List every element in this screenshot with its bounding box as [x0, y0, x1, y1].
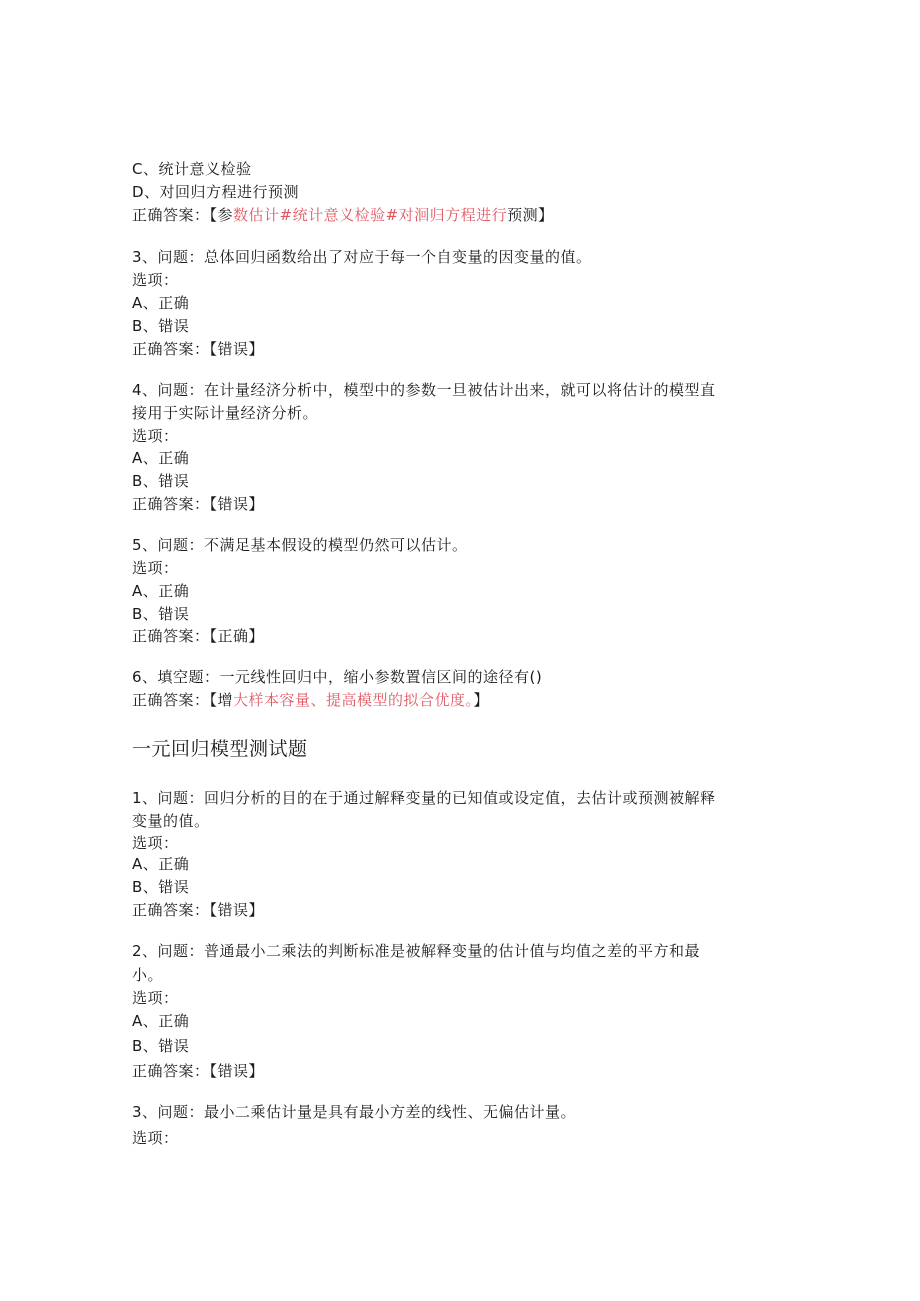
p2-q2-option-a: A、正确 — [132, 1012, 190, 1030]
answer-open: 【参 — [209, 206, 234, 224]
q4-answer: 正确答案：【错误】 — [132, 495, 265, 513]
p2-q3-options-label: 选项： — [132, 1129, 179, 1147]
p2-q1-question-line1: 1、问题：回归分析的目的在于通过解释变量的已知值或设定值，去估计或预测被解释 — [132, 789, 716, 807]
q4-question-line2: 接用于实际计量经济分析。 — [132, 404, 319, 422]
answer-highlight: 大样本容量、提高模型的拟合优度。 — [233, 691, 474, 709]
q5-option-a: A、正确 — [132, 582, 190, 600]
q6-question: 6、填空题：一元线性回归中，缩小参数置信区间的途径有() — [132, 668, 543, 686]
q2-option-c: C、统计意义检验 — [132, 160, 252, 178]
section-title: 一元回归模型测试题 — [132, 738, 308, 760]
p2-q1-question-line2: 变量的值。 — [132, 812, 210, 830]
answer-label: 正确答案： — [132, 206, 210, 224]
q2-option-d: D、对回归方程进行预测 — [132, 183, 300, 201]
q5-options-label: 选项： — [132, 559, 179, 577]
answer-open: 【增 — [209, 691, 234, 709]
q3-options-label: 选项： — [132, 271, 179, 289]
q4-question-line1: 4、问题：在计量经济分析中，模型中的参数一旦被估计出来，就可以将估计的模型直 — [132, 381, 716, 399]
p2-q2-question-line2: 小。 — [132, 966, 164, 984]
q3-option-b: B、错误 — [132, 317, 190, 335]
p2-q3-question: 3、问题：最小二乘估计量是具有最小方差的线性、无偏估计量。 — [132, 1103, 577, 1121]
q3-question: 3、问题：总体回归函数给出了对应于每一个自变量的因变量的值。 — [132, 248, 592, 266]
p2-q2-answer: 正确答案：【错误】 — [132, 1062, 265, 1080]
p2-q1-option-b: B、错误 — [132, 878, 190, 896]
q3-answer: 正确答案：【错误】 — [132, 340, 265, 358]
answer-highlight: 数估计#统计意义检验#对洄归方程进行 — [233, 206, 508, 224]
answer-close: 预测】 — [507, 206, 554, 224]
q4-options-label: 选项： — [132, 427, 179, 445]
p2-q1-answer: 正确答案：【错误】 — [132, 901, 265, 919]
p2-q2-question-line1: 2、问题：普通最小二乘法的判断标准是被解释变量的估计值与均值之差的平方和最 — [132, 942, 701, 960]
answer-close: 】 — [473, 691, 490, 709]
p2-q1-option-a: A、正确 — [132, 855, 190, 873]
q5-question: 5、问题：不满足基本假设的模型仍然可以估计。 — [132, 536, 468, 554]
p2-q2-options-label: 选项： — [132, 989, 179, 1007]
p2-q1-options-label: 选项： — [132, 834, 179, 852]
q5-option-b: B、错误 — [132, 605, 190, 623]
q4-option-a: A、正确 — [132, 449, 190, 467]
q5-answer: 正确答案：【正确】 — [132, 627, 265, 645]
q6-answer — [132, 689, 489, 711]
q2-answer — [132, 204, 554, 226]
answer-label: 正确答案： — [132, 691, 210, 709]
q3-option-a: A、正确 — [132, 294, 190, 312]
p2-q2-option-b: B、错误 — [132, 1037, 190, 1055]
q4-option-b: B、错误 — [132, 472, 190, 490]
